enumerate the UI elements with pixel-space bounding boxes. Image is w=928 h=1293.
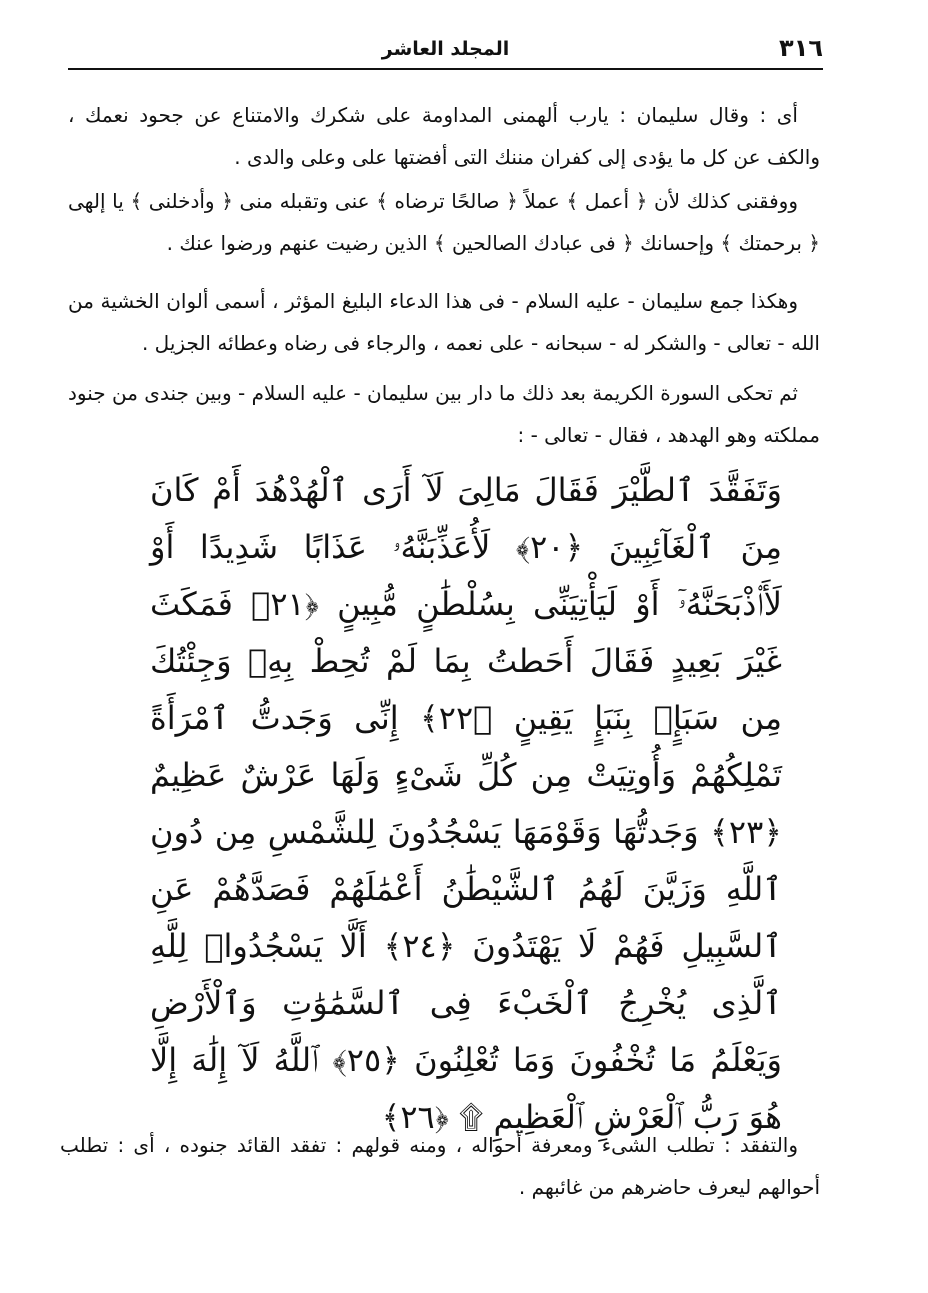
volume-title: المجلد العاشر bbox=[381, 38, 510, 60]
header-rule bbox=[68, 68, 823, 70]
footnote: والتفقد : تطلب الشىء ومعرفة أحواله ، ومنه قولهم : تفقد القائد جنوده ، أى : تطلب أحوالهم ليعرف حاضرهم من غائبهم . bbox=[60, 1133, 820, 1199]
commentary-paragraph: ووفقنى كذلك لأن ﴿ أعمل ﴾ عملاً ﴿ صالحًا ترضاه ﴾ عنى وتقبله منى ﴿ وأدخلنى ﴾ يا إلهى ﴿ برحمتك ﴾ وإحسانك ﴿ فى عبادك الصالحين ﴾ الذين رضيت عنهم ورضوا عنك . bbox=[68, 189, 820, 255]
quran-verses-block: وَتَفَقَّدَ ٱلطَّيْرَ فَقَالَ مَالِىَ لَآ أَرَى ٱلْهُدْهُدَ أَمْ كَانَ مِنَ ٱلْغَآئِبِينَ ﴿٢٠﴾ لَأُعَذِّبَنَّهُۥ عَذَابًا شَدِيدًا أَوْ لَأَا۟ذْبَحَنَّهُۥٓ أَوْ لَيَأْتِيَنِّى بِسُلْطَٰنٍ مُّبِينٍ ﴿٢١﴾ فَمَكَثَ غَيْرَ بَعِيدٍ فَقَالَ أَحَطتُ بِمَا لَمْ تُحِطْ بِهِۦ وَجِئْتُكَ مِن سَبَإٍۭ بِنَبَإٍ يَقِينٍ ﴿٢٢﴾ إِنِّى وَجَدتُّ ٱمْرَأَةً تَمْلِكُهُمْ وَأُوتِيَتْ مِن كُلِّ شَىْءٍ وَلَهَا عَرْشٌ عَظِيمٌ ﴿٢٣﴾ وَجَدتُّهَا وَقَوْمَهَا يَسْجُدُونَ لِلشَّمْسِ مِن دُونِ ٱللَّهِ وَزَيَّنَ لَهُمُ ٱلشَّيْطَٰنُ أَعْمَٰلَهُمْ فَصَدَّهُمْ عَنِ ٱلسَّبِيلِ فَهُمْ لَا يَهْتَدُونَ ﴿٢٤﴾ أَلَّا يَسْجُدُوا۟ لِلَّهِ ٱلَّذِى يُخْرِجُ ٱلْخَبْءَ فِى ٱلسَّمَٰوَٰتِ وَٱلْأَرْضِ وَيَعْلَمُ مَا تُخْفُونَ وَمَا تُعْلِنُونَ ﴿٢٥﴾ ٱللَّهُ لَآ إِلَٰهَ إِلَّا هُوَ رَبُّ ٱلْعَرْشِ ٱلْعَظِيمِ ۩ ﴿٢٦﴾ bbox=[150, 471, 783, 1136]
commentary-paragraph: ثم تحكى السورة الكريمة بعد ذلك ما دار بين سليمان - عليه السلام - وبين جندى من جنود مملكته وهو الهدهد ، فقال - تعالى - : bbox=[68, 381, 820, 447]
commentary-paragraph: أى : وقال سليمان : يارب ألهمنى المداومة على شكرك والامتناع عن جحود نعمك ، والكف عن كل ما يؤدى إلى كفران مننك التى أفضتها على وعلى والدى . bbox=[68, 103, 820, 169]
page-number: ٣١٦ bbox=[779, 34, 823, 62]
commentary-paragraph: وهكذا جمع سليمان - عليه السلام - فى هذا الدعاء البليغ المؤثر ، أسمى ألوان الخشية من الله - تعالى - والشكر له - سبحانه - على نعمه ، والرجاء فى رضاه وعطائه الجزيل . bbox=[68, 289, 820, 355]
page-header bbox=[68, 28, 823, 68]
